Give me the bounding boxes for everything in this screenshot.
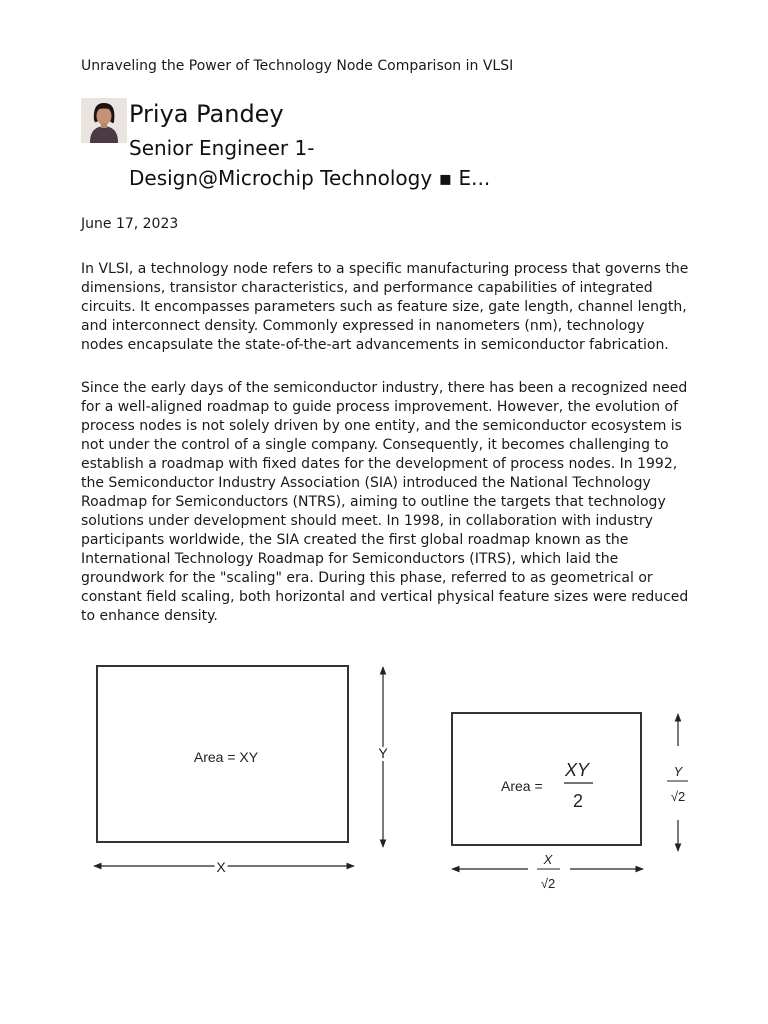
right-height-numerator: Y	[673, 764, 683, 779]
article-title: Unraveling the Power of Technology Node Comparison in VLSI	[81, 58, 514, 74]
right-rectangle	[452, 713, 641, 845]
right-area-numerator: XY	[564, 760, 590, 780]
publish-date: June 17, 2023	[81, 216, 179, 232]
right-height-denominator: √2	[670, 789, 686, 804]
right-area-prefix: Area =	[501, 778, 543, 794]
right-area-denominator: 2	[572, 791, 584, 811]
scaling-figure	[80, 654, 700, 894]
left-height-label: Y	[378, 745, 388, 761]
author-avatar[interactable]	[81, 98, 127, 143]
paragraph-1: In VLSI, a technology node refers to a specific manufacturing process that governs the dimensions, transistor characteristics, and performance capabilities of integrated circuits. It encompasses parameters such as feature size, gate length, channel length, and interconnect density. Commonly expressed in nanometers (nm), technology nodes encapsulate the state-of-the-art advancements in semiconductor fabrication.	[81, 261, 689, 353]
author-headline-line2: Design@Microchip Technology ▪ E...	[129, 166, 491, 190]
paragraph-2: Since the early days of the semiconductor industry, there has been a recognized need for a well-aligned roadmap to guide process improvement. However, the evolution of process nodes is not solely driven by one entity, and the semiconductor ecosystem is not under the control of a single company. Consequently, it becomes challenging to establish a roadmap with fixed dates for the development of process nodes. In 1992, the Semiconductor Industry Association (SIA) introduced the National Technology Roadmap for Semiconductors (NTRS), aiming to outline the targets that technology solutions under development should meet. In 1998, in collaboration with industry participants worldwide, the SIA created the first global roadmap known as the International Technology Roadmap for Semiconductors (ITRS), which laid the groundwork for the "scaling" era. During this phase, referred to as geometrical or constant field scaling, both horizontal and vertical physical feature sizes were reduced to enhance density.	[81, 380, 689, 624]
author-name[interactable]: Priya Pandey	[129, 100, 284, 128]
left-width-label: X	[216, 859, 226, 875]
left-area-label: Area = XY	[193, 749, 259, 765]
right-width-numerator: X	[543, 852, 553, 867]
author-headline-line1: Senior Engineer 1-	[129, 136, 315, 160]
right-width-denominator: √2	[540, 876, 556, 891]
